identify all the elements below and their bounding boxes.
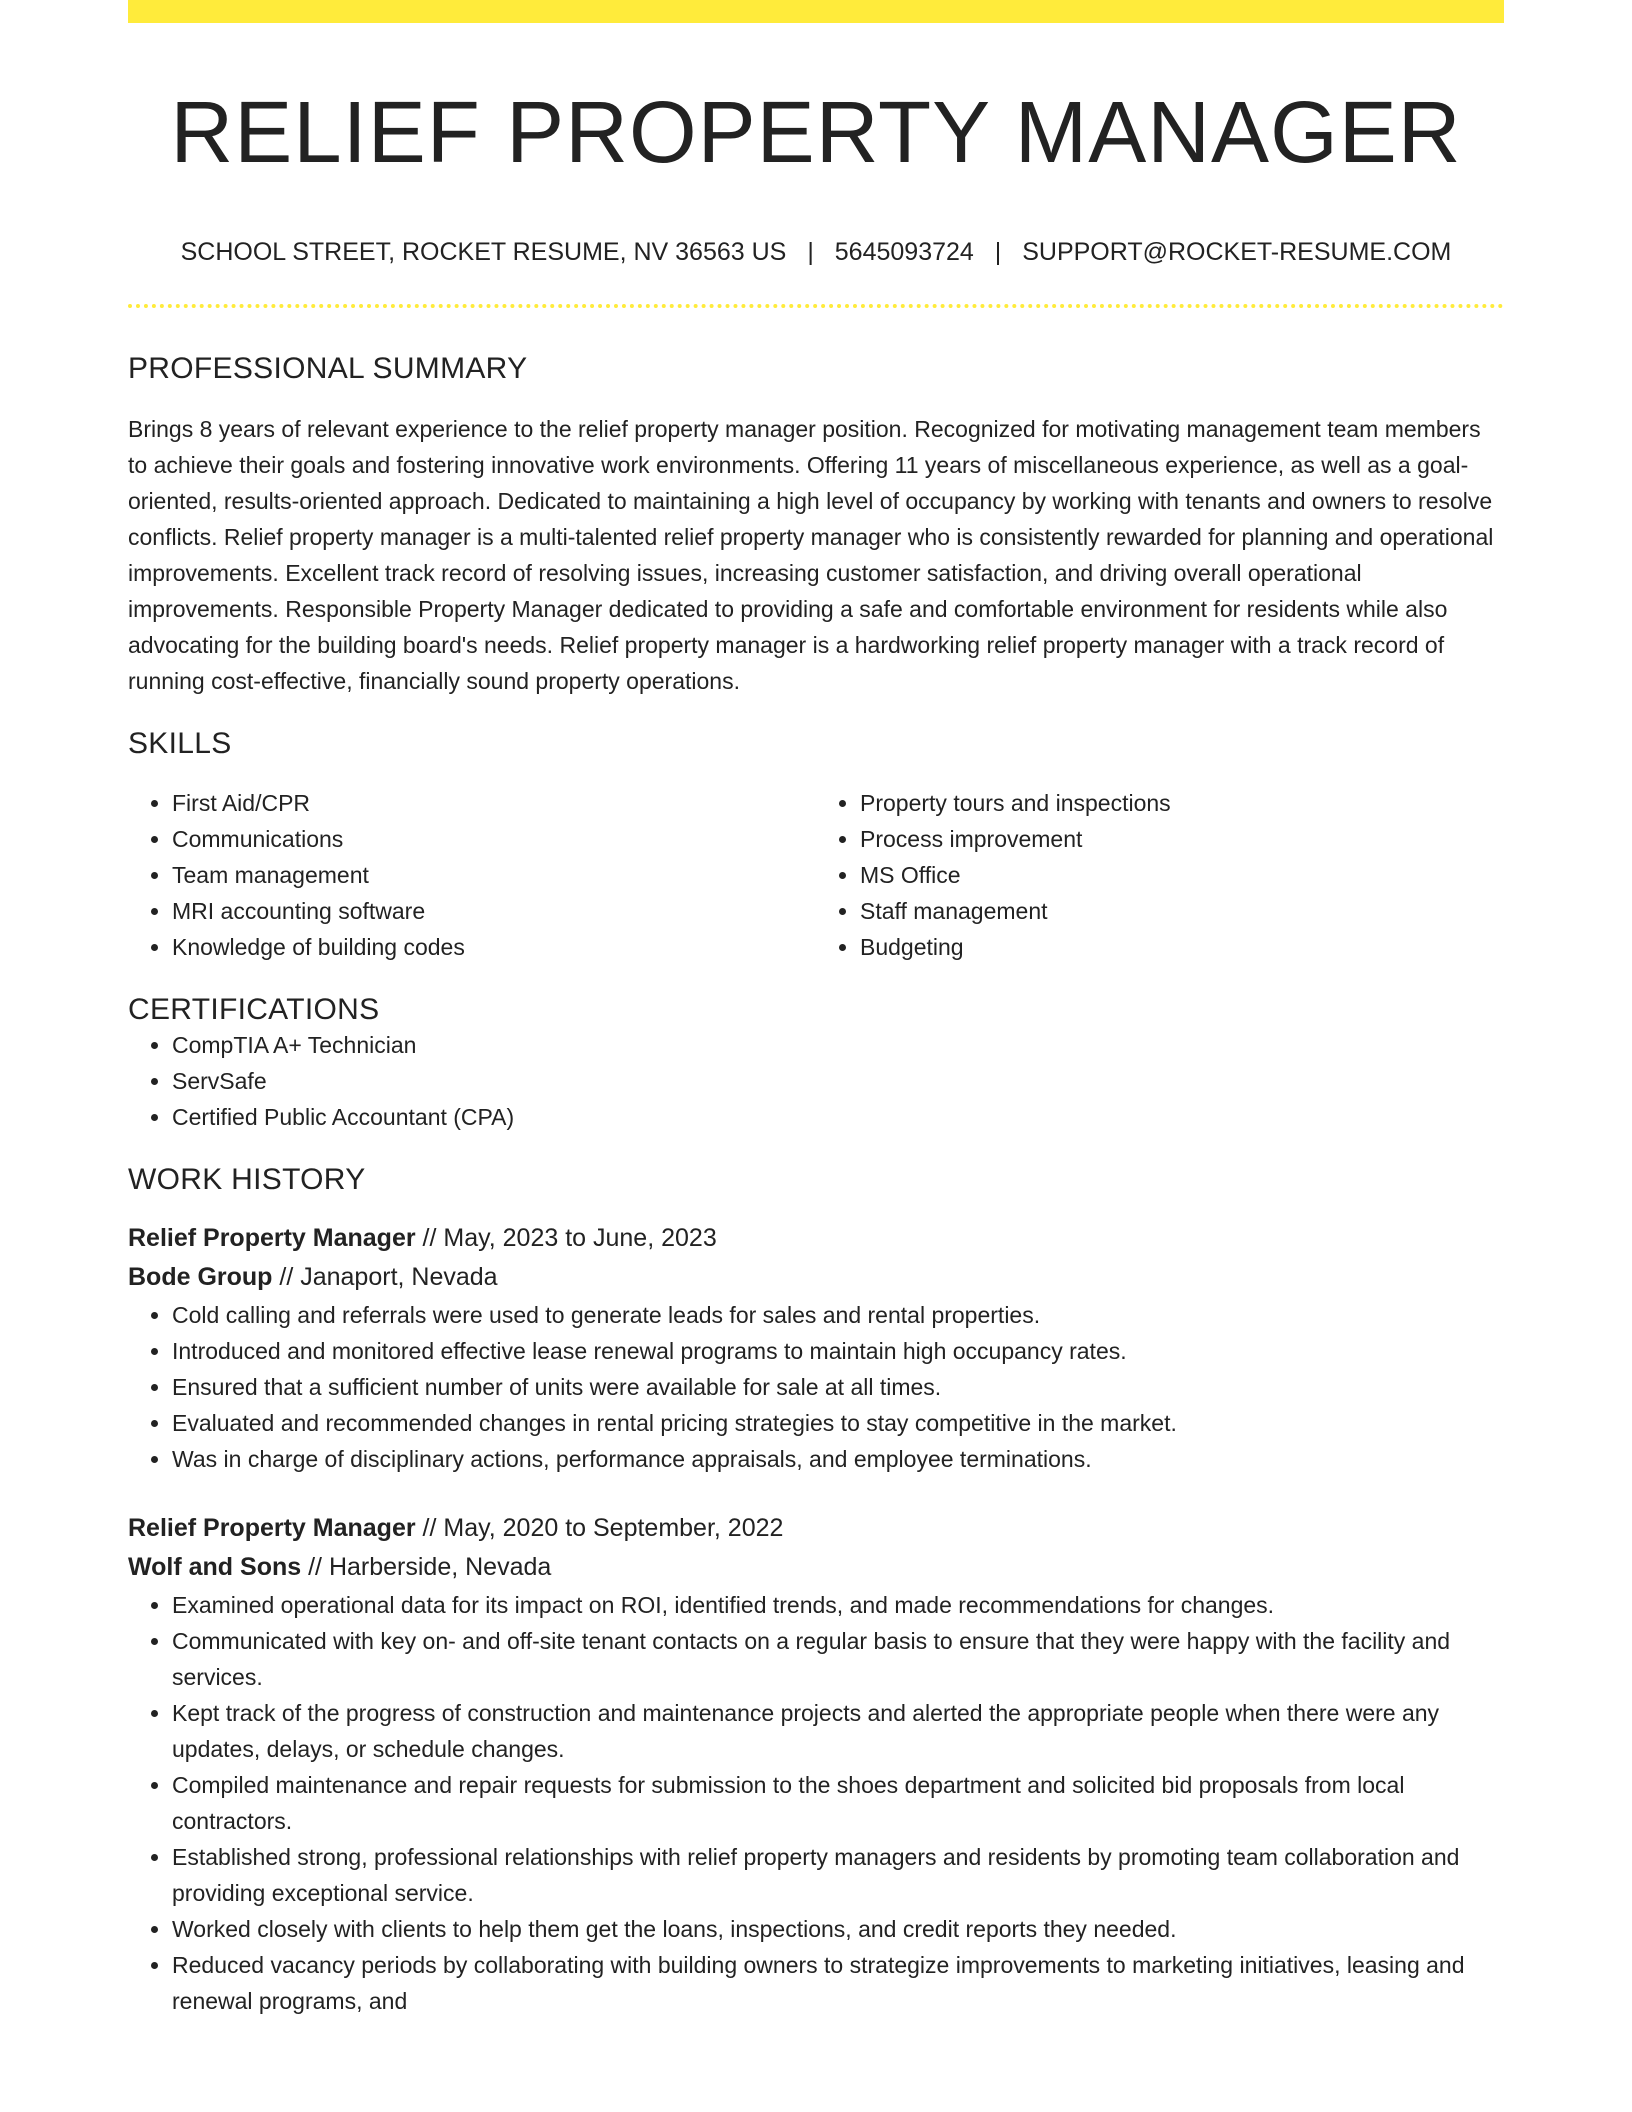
list-item: • Worked closely with clients to help them get the loans, inspections, and credit reports they needed. bbox=[172, 1911, 1504, 1947]
resume-page bbox=[128, 0, 1504, 2019]
job-entry bbox=[128, 1509, 1504, 2019]
separator: | bbox=[994, 237, 1002, 266]
job-location: // Janaport, Nevada bbox=[272, 1262, 498, 1291]
list-item: • Established strong, professional relationships with relief property managers and residents by promoting team collaboration and providing exceptional service. bbox=[172, 1839, 1504, 1911]
list-item: • Budgeting bbox=[860, 929, 1504, 965]
list-item: • Kept track of the progress of construction and maintenance projects and alerted the appropriate people when there were any updates, delays, or schedule changes. bbox=[172, 1695, 1504, 1767]
skills-heading: SKILLS bbox=[128, 726, 232, 760]
job-dates: // May, 2020 to September, 2022 bbox=[415, 1513, 784, 1542]
contact-line bbox=[128, 237, 1504, 267]
list-item: • Team management bbox=[172, 857, 816, 893]
list-item: • Cold calling and referrals were used to generate leads for sales and rental properties. bbox=[172, 1297, 1504, 1333]
skills-columns bbox=[128, 785, 1504, 965]
job-company: Wolf and Sons bbox=[128, 1552, 302, 1581]
job-entry bbox=[128, 1219, 1504, 1477]
summary-text: Brings 8 years of relevant experience to the relief property manager position. Recognized for motivating management team members to achieve their goals and fostering innovative work environments. Offering 11 years of miscellaneous experience, as well as a goal-oriented, results-oriented approach. Dedicated to maintaining a high level of occupancy by working with tenants and owners to resolve conflicts. Relief property manager is a multi-talented relief property manager who is consistently rewarded for planning and operational improvements. Excellent track record of resolving issues, increasing customer satisfaction, and driving overall operational improvements. Responsible Property Manager dedicated to providing a safe and comfortable environment for residents while also advocating for the building board's needs. Relief property manager is a hardworking relief property manager with a track record of running cost-effective, financially sound property operations. bbox=[128, 415, 1494, 694]
skills-list-left bbox=[128, 785, 816, 965]
job-duties-list bbox=[128, 1297, 1504, 1477]
job-role-line bbox=[128, 1219, 1504, 1258]
list-item: • Certified Public Accountant (CPA) bbox=[172, 1099, 1504, 1135]
list-item: • Staff management bbox=[860, 893, 1504, 929]
list-item: • First Aid/CPR bbox=[172, 785, 816, 821]
list-item: • CompTIA A+ Technician bbox=[172, 1027, 1504, 1063]
job-role-line bbox=[128, 1509, 1504, 1548]
list-item: • Compiled maintenance and repair requests for submission to the shoes department and solicited bid proposals from local contractors. bbox=[172, 1767, 1504, 1839]
job-role: Relief Property Manager bbox=[128, 1223, 416, 1252]
list-item: • Knowledge of building codes bbox=[172, 929, 816, 965]
list-item: • Communications bbox=[172, 821, 816, 857]
list-item: • Evaluated and recommended changes in rental pricing strategies to stay competitive in the market. bbox=[172, 1405, 1504, 1441]
address: SCHOOL STREET, ROCKET RESUME, NV 36563 US bbox=[180, 237, 787, 266]
list-item: • Property tours and inspections bbox=[860, 785, 1504, 821]
job-company-line bbox=[128, 1258, 1504, 1297]
job-company-line bbox=[128, 1548, 1504, 1587]
list-item: • MS Office bbox=[860, 857, 1504, 893]
skills-list-right bbox=[816, 785, 1504, 965]
work-history-heading: WORK HISTORY bbox=[128, 1162, 366, 1196]
list-item: • MRI accounting software bbox=[172, 893, 816, 929]
job-company: Bode Group bbox=[128, 1262, 273, 1291]
job-role: Relief Property Manager bbox=[128, 1513, 416, 1542]
certifications-heading: CERTIFICATIONS bbox=[128, 992, 380, 1026]
list-item: • Examined operational data for its impact on ROI, identified trends, and made recommendations for changes. bbox=[172, 1587, 1504, 1623]
separator: | bbox=[807, 237, 814, 266]
list-item: • Communicated with key on- and off-site tenant contacts on a regular basis to ensure that they were happy with the facility and services. bbox=[172, 1623, 1504, 1695]
list-item: • Ensured that a sufficient number of units were available for sale at all times. bbox=[172, 1369, 1504, 1405]
certifications-list bbox=[128, 1027, 1504, 1135]
list-item: • Process improvement bbox=[860, 821, 1504, 857]
accent-bar bbox=[128, 0, 1504, 23]
list-item: • ServSafe bbox=[172, 1063, 1504, 1099]
phone: 5645093724 bbox=[834, 237, 974, 266]
list-item: • Introduced and monitored effective lease renewal programs to maintain high occupancy rates. bbox=[172, 1333, 1504, 1369]
job-duties-list bbox=[128, 1587, 1504, 2019]
resume-title: RELIEF PROPERTY MANAGER bbox=[170, 84, 1462, 181]
list-item: • Reduced vacancy periods by collaborating with building owners to strategize improvements to marketing initiatives, leasing and renewal programs, and bbox=[172, 1947, 1504, 2019]
list-item: • Was in charge of disciplinary actions, performance appraisals, and employee terminations. bbox=[172, 1441, 1504, 1477]
email: SUPPORT@ROCKET-RESUME.COM bbox=[1022, 237, 1452, 266]
dotted-divider bbox=[128, 304, 1504, 308]
summary-heading: PROFESSIONAL SUMMARY bbox=[128, 351, 528, 385]
job-dates: // May, 2023 to June, 2023 bbox=[415, 1223, 717, 1252]
job-location: // Harberside, Nevada bbox=[301, 1552, 552, 1581]
